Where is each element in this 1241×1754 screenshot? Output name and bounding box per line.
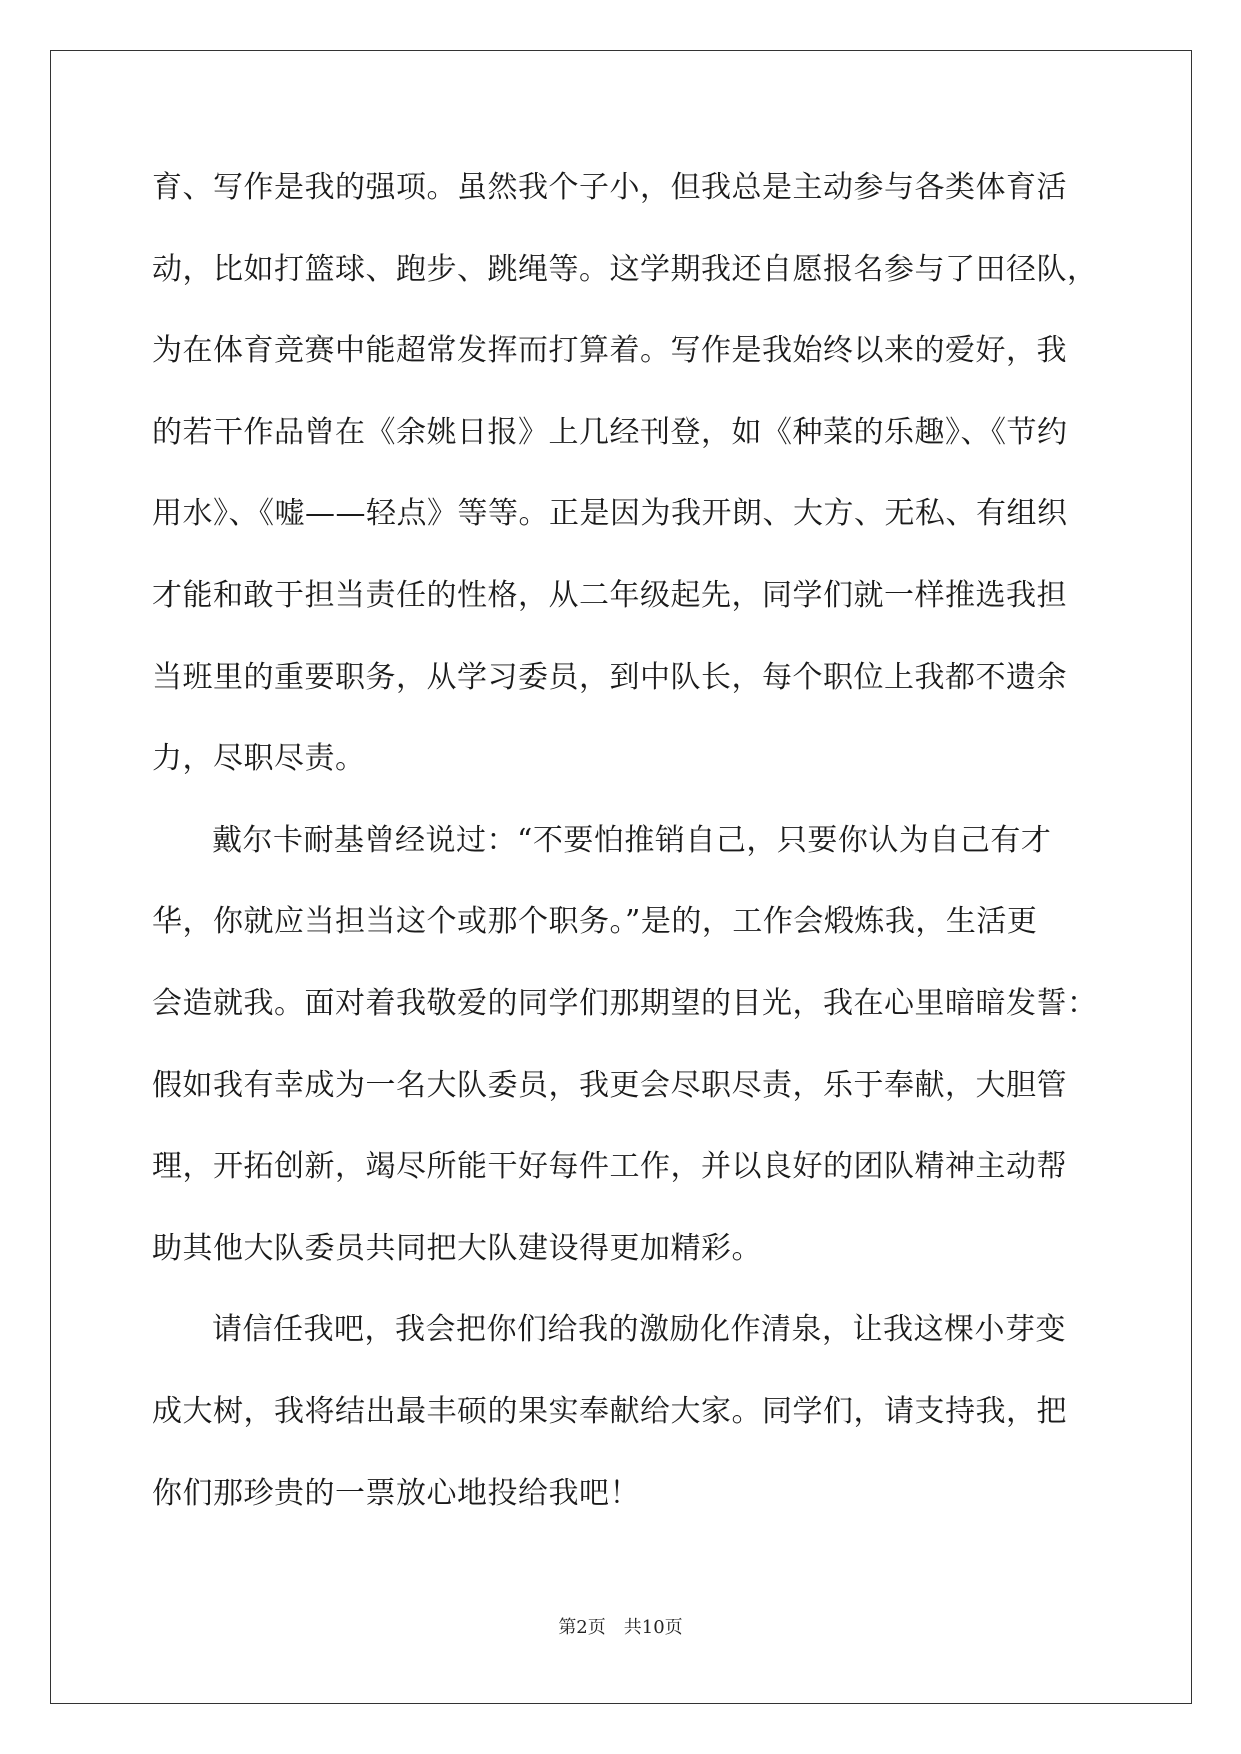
document-body xyxy=(152,168,1098,1555)
text-line: 你们那珍贵的一票放心地投给我吧！ xyxy=(152,1475,640,1511)
text-line: 华，你就应当担当这个或那个职务。”是的，工作会煅炼我，生活更 xyxy=(152,904,1038,940)
text-line: 为在体育竞赛中能超常发挥而打算着。写作是我始终以来的爱好，我 xyxy=(152,333,1067,369)
text-line: 育、写作是我的强项。虽然我个子小，但我总是主动参与各类体育活 xyxy=(152,170,1067,205)
text-line: 用水》、《嘘——轻点》等等。正是因为我开朗、大方、无私、有组织 xyxy=(152,496,1068,532)
text-line: 假如我有幸成为一名大队委员，我更会尽职尽责，乐于奉献，大胆管 xyxy=(152,1067,1067,1103)
text-line: 动，比如打篮球、跑步、跳绳等。这学期我还自愿报名参与了田径队， xyxy=(152,251,1098,287)
text-line: 才能和敢于担当责任的性格，从二年级起先，同学们就一样推选我担 xyxy=(152,577,1067,613)
page-number-footer: 第2页 共10页 xyxy=(558,1617,683,1638)
text-line: 当班里的重要职务，从学习委员，到中队长，每个职位上我都不遗余 xyxy=(152,659,1067,695)
text-line: 助其他大队委员共同把大队建设得更加精彩。 xyxy=(152,1230,762,1266)
text-line: 成大树，我将结出最丰硕的果实奉献给大家。同学们，请支持我，把 xyxy=(152,1393,1067,1429)
text-line: 理，开拓创新，竭尽所能干好每件工作，并以良好的团队精神主动帮 xyxy=(152,1149,1067,1185)
text-line: 力，尽职尽责。 xyxy=(152,741,366,777)
text-line: 会造就我。面对着我敬爱的同学们那期望的目光，我在心里暗暗发誓： xyxy=(152,985,1098,1021)
text-line: 的若干作品曾在《余姚日报》上几经刊登，如《种菜的乐趣》、《节约 xyxy=(152,414,1068,450)
paragraph-start-line: 请信任我吧，我会把你们给我的激励化作清泉，让我这棵小芽变 xyxy=(212,1312,1066,1348)
paragraph-start-line: 戴尔卡耐基曾经说过：“不要怕推销自己，只要你认为自己有才 xyxy=(212,822,1052,858)
